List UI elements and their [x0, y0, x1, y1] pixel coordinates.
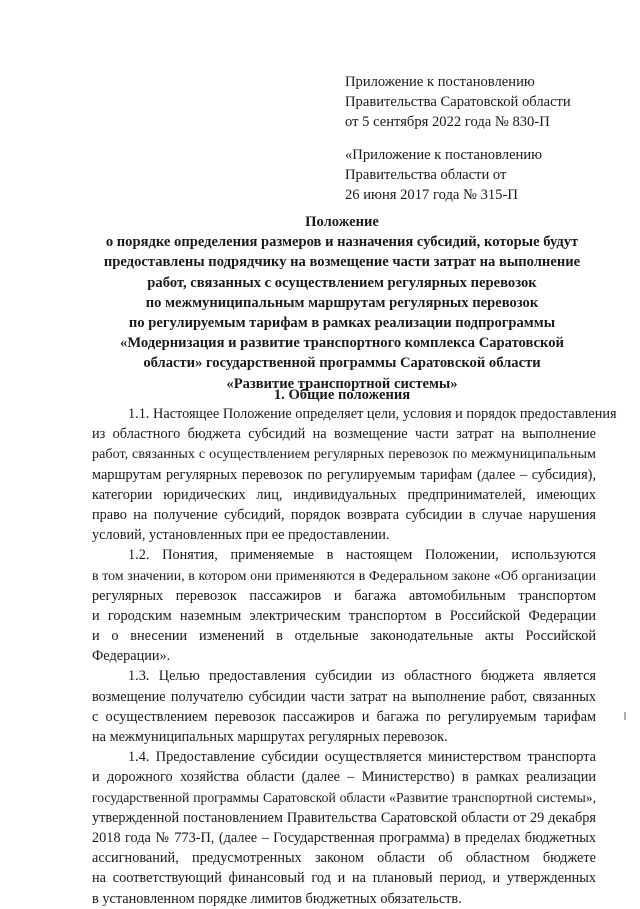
margin-mark: [624, 712, 626, 720]
paragraph-line: в установленном порядке лимитов бюджетных обязательств.: [92, 890, 462, 907]
paragraph-line: 1.2. Понятия, применяемые в настоящем Положении, используются: [128, 547, 596, 564]
paragraph-line: ассигнований, предусмотренных законом области об областном бюджете: [92, 850, 596, 867]
paragraph-line: работ, связанных с осуществлением регулярных перевозок по межмуниципальным: [92, 446, 596, 463]
paragraph-line: регулярных перевозок пассажиров и багажа автомобильным транспортом: [92, 587, 596, 604]
paragraph-line: право на получение субсидий, порядок возврата субсидии в случае нарушения: [92, 506, 596, 523]
section-heading: 1. Общие положения: [273, 387, 411, 403]
paragraph-line: и о внесении изменений в отдельные законодательные акты Российской: [92, 628, 596, 645]
paragraph-line: 1.1. Настоящее Положение определяет цели, условия и порядок предоставления: [128, 406, 617, 422]
appendix-line: «Приложение к постановлению: [345, 147, 543, 163]
paragraph-line: и городским наземным электрическим транспортом в Российской Федерации: [92, 607, 596, 624]
paragraph-line: возмещение получателю субсидии части затрат на выполнение работ, связанных: [92, 688, 596, 705]
paragraph-line: условий, установленных при ее предоставлении.: [92, 527, 390, 544]
paragraph-line: на межмуниципальных маршрутах регулярных перевозок.: [92, 729, 448, 745]
paragraph-line: на соответствующий финансовый год и на плановый период, и утвержденных: [92, 870, 596, 887]
paragraph-line: 1.3. Целью предоставления субсидии из областного бюджета является: [128, 668, 596, 685]
paragraph-line: из областного бюджета субсидий на возмещение части затрат на выполнение: [92, 426, 596, 443]
title-line: области» государственной программы Саратовской области: [143, 355, 541, 372]
appendix-header-current: [345, 72, 605, 132]
appendix-header-previous: [345, 145, 605, 205]
title-line: предоставлены подрядчику на возмещение части затрат на выполнение: [103, 254, 581, 271]
appendix-line: от 5 сентября 2022 года № 830-П: [345, 114, 550, 130]
paragraph-line: утвержденной постановлением Правительства Саратовской области от 29 декабря: [92, 809, 596, 826]
appendix-line: Правительства Саратовской области: [345, 94, 571, 110]
paragraph-line: 1.4. Предоставление субсидии осуществляется министерством транспорта: [128, 749, 596, 766]
appendix-line: Приложение к постановлению: [345, 74, 535, 90]
title-line: Положение: [305, 214, 379, 230]
title-line: «Развитие транспортной системы»: [226, 375, 458, 392]
document-body: [92, 404, 617, 909]
appendix-line: 26 июня 2017 года № 315-П: [345, 187, 518, 203]
paragraph-line: государственной программы Саратовской области «Развитие транспортной системы»,: [92, 789, 596, 805]
paragraph-4: [92, 747, 596, 909]
paragraph-3: [92, 666, 596, 747]
paragraph-line: категории юридических лиц, индивидуальных предпринимателей, имеющих: [92, 486, 596, 503]
title-line: о порядке определения размеров и назначения субсидий, которые будут: [105, 234, 579, 251]
paragraph-1: [92, 404, 617, 545]
paragraph-line: в том значении, в котором они применяются в Федеральном законе «Об организации: [92, 567, 596, 583]
title-line: по межмуниципальным маршрутам регулярных перевозок: [145, 294, 539, 311]
document-title: [92, 212, 592, 394]
paragraph-line: Федерации».: [92, 648, 171, 665]
title-line: работ, связанных с осуществлением регулярных перевозок: [147, 274, 537, 291]
paragraph-2: [92, 545, 596, 666]
paragraph-line: маршрутам регулярных перевозок по регулируемым тарифам (далее – субсидия),: [92, 466, 596, 483]
title-line: «Модернизация и развитие транспортного комплекса Саратовской: [120, 335, 564, 352]
appendix-line: Правительства области от: [345, 167, 507, 183]
paragraph-line: с осуществлением перевозок пассажиров и багажа по регулируемым тарифам: [92, 708, 596, 725]
paragraph-line: 2018 года № 773-П, (далее – Государственная программа) в пределах бюджетных: [92, 829, 596, 846]
title-line: по регулируемым тарифам в рамках реализации подпрограммы: [128, 315, 556, 332]
paragraph-line: и дорожного хозяйства области (далее – Министерство) в рамках реализации: [92, 769, 596, 786]
